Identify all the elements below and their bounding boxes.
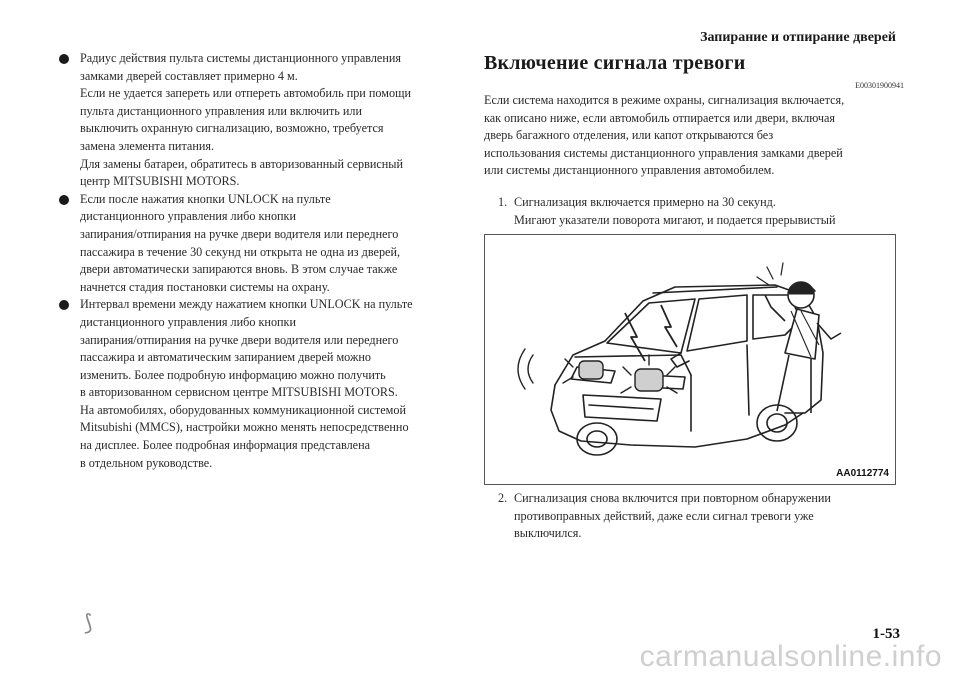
text-line: пульта дистанционного управления или включить или	[80, 103, 363, 118]
alarm-figure	[484, 234, 896, 485]
text-line: Если после нажатия кнопки UNLOCK на пульте	[80, 191, 331, 206]
intro-line: Если система находится в режиме охраны, сигнализация включается,	[484, 93, 845, 107]
item-line: выключился.	[514, 526, 582, 541]
text-line: дистанционного управления либо кнопки	[80, 209, 297, 224]
text-line: в отдельном руководстве.	[80, 455, 213, 470]
figure-id: AA0112774	[836, 468, 889, 479]
text-line: Радиус действия пульта системы дистанционного управления	[80, 51, 401, 65]
text-line: центр MITSUBISHI MOTORS.	[80, 174, 240, 189]
intro-line: дверь багажного отделения, или капот открываются без	[484, 128, 774, 143]
text-line: замками дверей составляет примерно 4 м.	[80, 68, 298, 83]
running-header: Запирание и отпирание дверей	[700, 30, 896, 45]
bullet-dot-icon	[59, 195, 69, 205]
item-line: Сигнализация включается примерно на 30 секунд.	[514, 194, 776, 209]
text-line: Mitsubishi (MMCS), настройки можно менять непосредственно	[80, 420, 409, 435]
text-line: выключить охранную сигнализацию, возможно, требуется	[80, 121, 384, 136]
bullet-auto-relock	[58, 191, 463, 297]
text-line: изменить. Более подробную информацию можно получить	[80, 367, 386, 382]
text-line: дистанционного управления либо кнопки	[80, 314, 297, 329]
intro-line: как описано ниже, если автомобиль отпирается или двери, включая	[484, 110, 836, 125]
text-line: Интервал времени между нажатием кнопки UNLOCK на пульте	[80, 297, 413, 312]
text-line: запирания/отпирания на ручке двери водителя или переднего	[80, 226, 399, 241]
siren-icon	[625, 305, 677, 361]
item-number: 2.	[498, 491, 508, 505]
watermark: carmanualsonline.info	[639, 640, 942, 673]
text-line: пассажира в течение 30 секунд ни открыта не одна из дверей,	[80, 244, 401, 259]
margin-mark: ⟆	[84, 610, 93, 635]
bullet-remote-range	[58, 50, 463, 191]
text-line: замена элемента питания.	[80, 138, 215, 153]
item-line: Мигают указатели поворота мигают, и подается прерывистый	[514, 212, 836, 227]
text-line: запирания/отпирания на ручке двери водителя или переднего	[80, 332, 399, 347]
text-line: на дисплее. Более подробная информация представлена	[80, 438, 370, 453]
text-line: На автомобилях, оборудованных коммуникационной системой	[80, 402, 406, 417]
item-line: Сигнализация снова включится при повторном обнаружении	[514, 491, 831, 505]
section-code: E00301900941	[855, 81, 904, 90]
intro-line: или системы дистанционного управления автомобилем.	[484, 163, 775, 178]
numbered-item-2	[484, 490, 934, 543]
flashing-light-icon	[579, 361, 663, 391]
bullet-interval-setting	[58, 296, 463, 472]
burglar-figure	[765, 282, 841, 413]
text-line: пассажира и автоматическим запиранием дверей можно	[80, 350, 372, 365]
text-line: Для замены батареи, обратитесь в авторизованный сервисный	[80, 156, 403, 171]
section-title: Включение сигнала тревоги	[484, 52, 746, 74]
text-line: Если не удается запереть или отпереть автомобиль при помощи	[80, 86, 411, 101]
car-illustration	[485, 235, 895, 484]
item-number: 1.	[498, 194, 508, 209]
item-line: противоправных действий, даже если сигнал тревоги уже	[514, 508, 814, 523]
bullet-dot-icon	[59, 54, 69, 64]
intro-line: использования системы дистанционного управления замками дверей	[484, 145, 843, 160]
text-line: в авторизованном сервисном центре MITSUBISHI MOTORS.	[80, 385, 398, 400]
page-number: 1-53	[872, 626, 900, 642]
text-line: начнется стадия постановки системы на охрану.	[80, 279, 330, 294]
left-column	[58, 50, 463, 472]
bullet-dot-icon	[59, 300, 69, 310]
text-line: двери автоматически запираются вновь. В этом случае также	[80, 262, 398, 277]
